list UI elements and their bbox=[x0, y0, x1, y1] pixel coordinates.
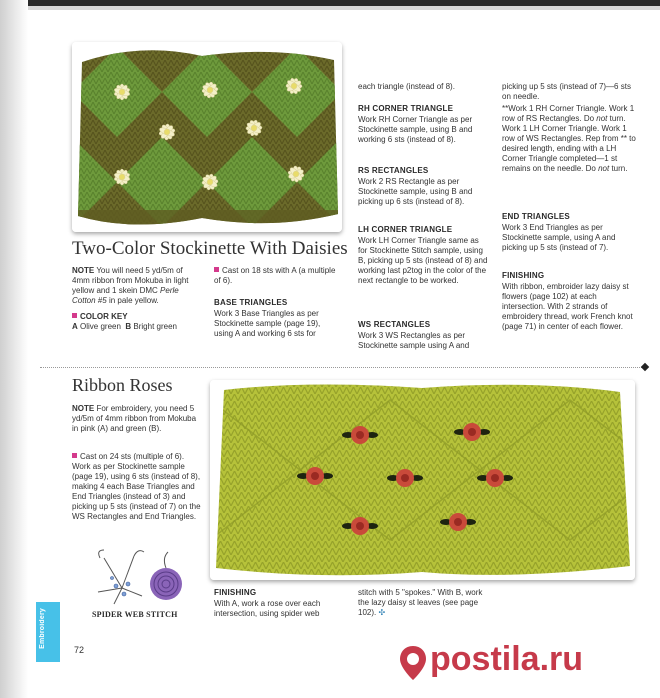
section-divider bbox=[40, 367, 642, 368]
note-tail: in pale yellow. bbox=[108, 296, 159, 305]
note-text-2: For embroidery, you need 5 yd/5m of 4mm ribbon from Mokuba in pink (A) and green (B). bbox=[72, 404, 197, 433]
daisy-swatch-photo bbox=[72, 42, 342, 232]
pin-logo-icon bbox=[398, 644, 428, 682]
finishing-text-2: With A, work a rose over each intersection, using spider web bbox=[214, 599, 321, 618]
daisies-note bbox=[72, 266, 196, 306]
bullet-icon bbox=[72, 313, 77, 318]
note-text: You will need 5 yd/5m of 4mm ribbon from Mokuba in light yellow and 1 skein DMC bbox=[72, 266, 189, 295]
chapter-tab bbox=[36, 602, 60, 662]
repeat-part-2: turn. Work 1 LH Corner Triangle. Work 1 row of WS Rectangles. Rep from ** to desired length, ending with a LH Corner Triangle completed—1 st remains on the needle. Do bbox=[502, 114, 636, 173]
repeat-part-3: turn. bbox=[611, 164, 628, 173]
spider-web-label: SPIDER WEB STITCH bbox=[92, 610, 178, 619]
finishing-heading-2: FINISHING bbox=[214, 588, 257, 597]
lh-corner-heading: LH CORNER TRIANGLE bbox=[358, 225, 453, 234]
page-spine-shadow bbox=[0, 0, 28, 698]
rs-rect-text: Work 2 RS Rectangle as per Stockinette sample, using B and picking up 6 sts (instead of 8). bbox=[358, 177, 473, 206]
finishing-heading-1: FINISHING bbox=[502, 271, 545, 280]
spider-web-icon bbox=[84, 548, 194, 606]
key-a: A bbox=[72, 322, 78, 331]
section-title-daisies: Two-Color Stockinette With Daisies bbox=[72, 238, 348, 259]
roses-cast-on-text: Cast on 24 sts (multiple of 6). Work as per Stockinette sample (page 19), using 6 sts (instead of 8), making 4 each Base Triangles and End Triangles (instead of 3) and picking up 5 sts (instead of 7) on the WS Rectangles and End Triangles. bbox=[72, 452, 201, 521]
daisy-swatch-illustration bbox=[72, 42, 342, 232]
divider-diamond-icon bbox=[641, 363, 649, 371]
color-key bbox=[72, 312, 202, 332]
roses-swatch-photo bbox=[210, 380, 635, 580]
col4-lead: picking up 5 sts (instead of 7)—6 sts on needle. bbox=[502, 82, 631, 101]
ws-rect-text: Work 3 WS Rectangles as per Stockinette sample using A and bbox=[358, 331, 470, 350]
repeat-not-1: not bbox=[596, 114, 608, 123]
finishing-text-2-cont bbox=[358, 588, 488, 618]
lh-corner-text: Work LH Corner Triangle same as for Stockinette Stitch sample, using B, picking up 5 sts (instead of 8) and working last p2tog in the color of the next rectangle to be worked. bbox=[358, 236, 488, 285]
color-key-label: COLOR KEY bbox=[80, 312, 128, 321]
bullet-icon bbox=[72, 453, 77, 458]
roses-swatch-illustration bbox=[210, 380, 635, 580]
watermark-text: postila.ru bbox=[430, 640, 584, 678]
rh-corner-text: Work RH Corner Triangle as per Stockinette sample, using B and working 6 sts (instead of 8). bbox=[358, 115, 473, 144]
key-b-text: Bright green bbox=[133, 322, 177, 331]
spider-web-illustration bbox=[84, 548, 194, 606]
roses-cast-on bbox=[72, 452, 204, 522]
finishing-text-1: With ribbon, embroider lazy daisy st flowers (page 102) at each intersection. With 2 strands of embroidery thread, work French knot (page 71) in center of each flower. bbox=[502, 282, 633, 331]
end-mark-icon: ✣ bbox=[378, 608, 386, 617]
page-top-shadow bbox=[0, 6, 660, 10]
base-triangles-heading: BASE TRIANGLES bbox=[214, 298, 288, 307]
ws-rect-heading: WS RECTANGLES bbox=[358, 320, 431, 329]
rs-rect-heading: RS RECTANGLES bbox=[358, 166, 429, 175]
repeat-part-1: **Work 1 RH Corner Triangle. Work 1 row of RS Rectangles. Do bbox=[502, 104, 635, 123]
daisies-cast-on bbox=[214, 266, 338, 286]
repeat-not-2: not bbox=[598, 164, 610, 173]
cast-on-text: Cast on 18 sts with A (a multiple of 6). bbox=[214, 266, 336, 285]
base-triangles-text: Work 3 Base Triangles as per Stockinette sample (page 19), using A and working 6 sts for bbox=[214, 309, 321, 338]
note-label: NOTE bbox=[72, 266, 95, 275]
key-b: B bbox=[125, 322, 132, 331]
end-triangles-text: Work 3 End Triangles as per Stockinette sample, using A and picking up 5 sts (instead of 7). bbox=[502, 223, 616, 252]
section-title-roses: Ribbon Roses bbox=[72, 375, 173, 395]
page-number: 72 bbox=[74, 645, 85, 655]
end-triangles-heading: END TRIANGLES bbox=[502, 212, 570, 221]
rh-corner-heading: RH CORNER TRIANGLE bbox=[358, 104, 454, 113]
roses-note bbox=[72, 404, 204, 434]
col3-lead: each triangle (instead of 8). bbox=[358, 82, 455, 91]
key-a-text: Olive green bbox=[80, 322, 121, 331]
note-italic: Perle Cotton #5 bbox=[72, 286, 179, 305]
finishing-cont-text: stitch with 5 "spokes." With B, work the lazy daisy st leaves (see page 102). bbox=[358, 588, 483, 617]
watermark-logo-icon bbox=[398, 644, 428, 687]
col4-repeat bbox=[502, 104, 637, 174]
chapter-tab-label: Embroidery bbox=[39, 608, 46, 649]
note-label-2: NOTE bbox=[72, 404, 95, 413]
bullet-icon bbox=[214, 267, 219, 272]
